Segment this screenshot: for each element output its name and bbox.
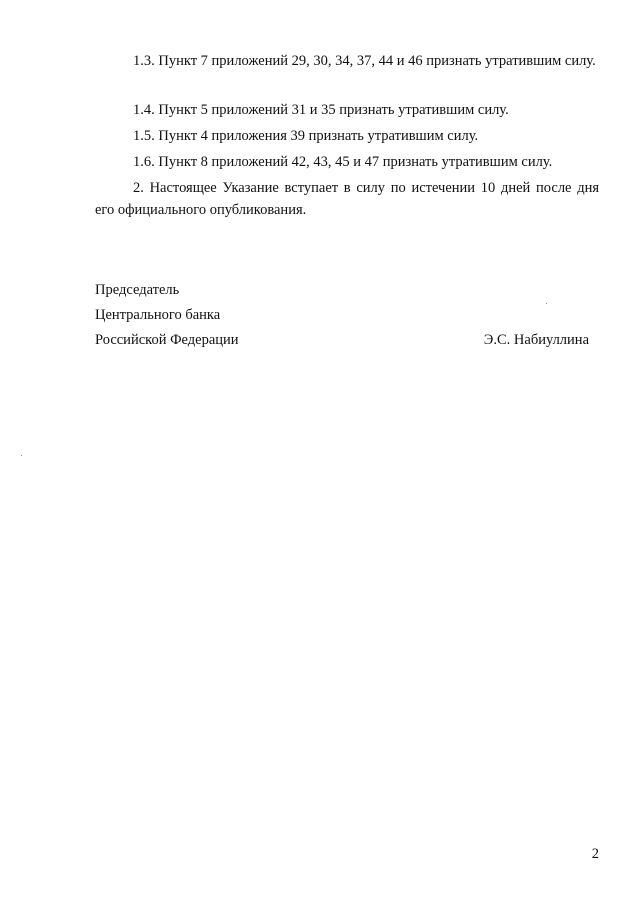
paragraph-1-3: 1.3. Пункт 7 приложений 29, 30, 34, 37, 44 и 46 признать утратившим силу. xyxy=(133,53,596,69)
signatory-title-line-2: Центрального банка xyxy=(95,307,221,323)
signatory-title-line-3: Российской Федерации xyxy=(95,332,239,348)
signatory-title-line-1: Председатель xyxy=(95,282,180,298)
paragraph-2: 2. Настоящее Указание вступает в силу по истечении 10 дней после дня его официального опубликования. xyxy=(95,180,599,218)
scan-speck xyxy=(21,455,22,456)
page-number: 2 xyxy=(591,846,599,862)
paragraph-1-4: 1.4. Пункт 5 приложений 31 и 35 признать утратившим силу. xyxy=(133,102,509,118)
signatory-name: Э.С. Набиуллина xyxy=(483,332,589,348)
paragraph-1-5: 1.5. Пункт 4 приложения 39 признать утратившим силу. xyxy=(133,128,479,144)
paragraph-1-6: 1.6. Пункт 8 приложений 42, 43, 45 и 47 признать утратившим силу. xyxy=(133,154,553,170)
scan-speck xyxy=(546,303,547,304)
